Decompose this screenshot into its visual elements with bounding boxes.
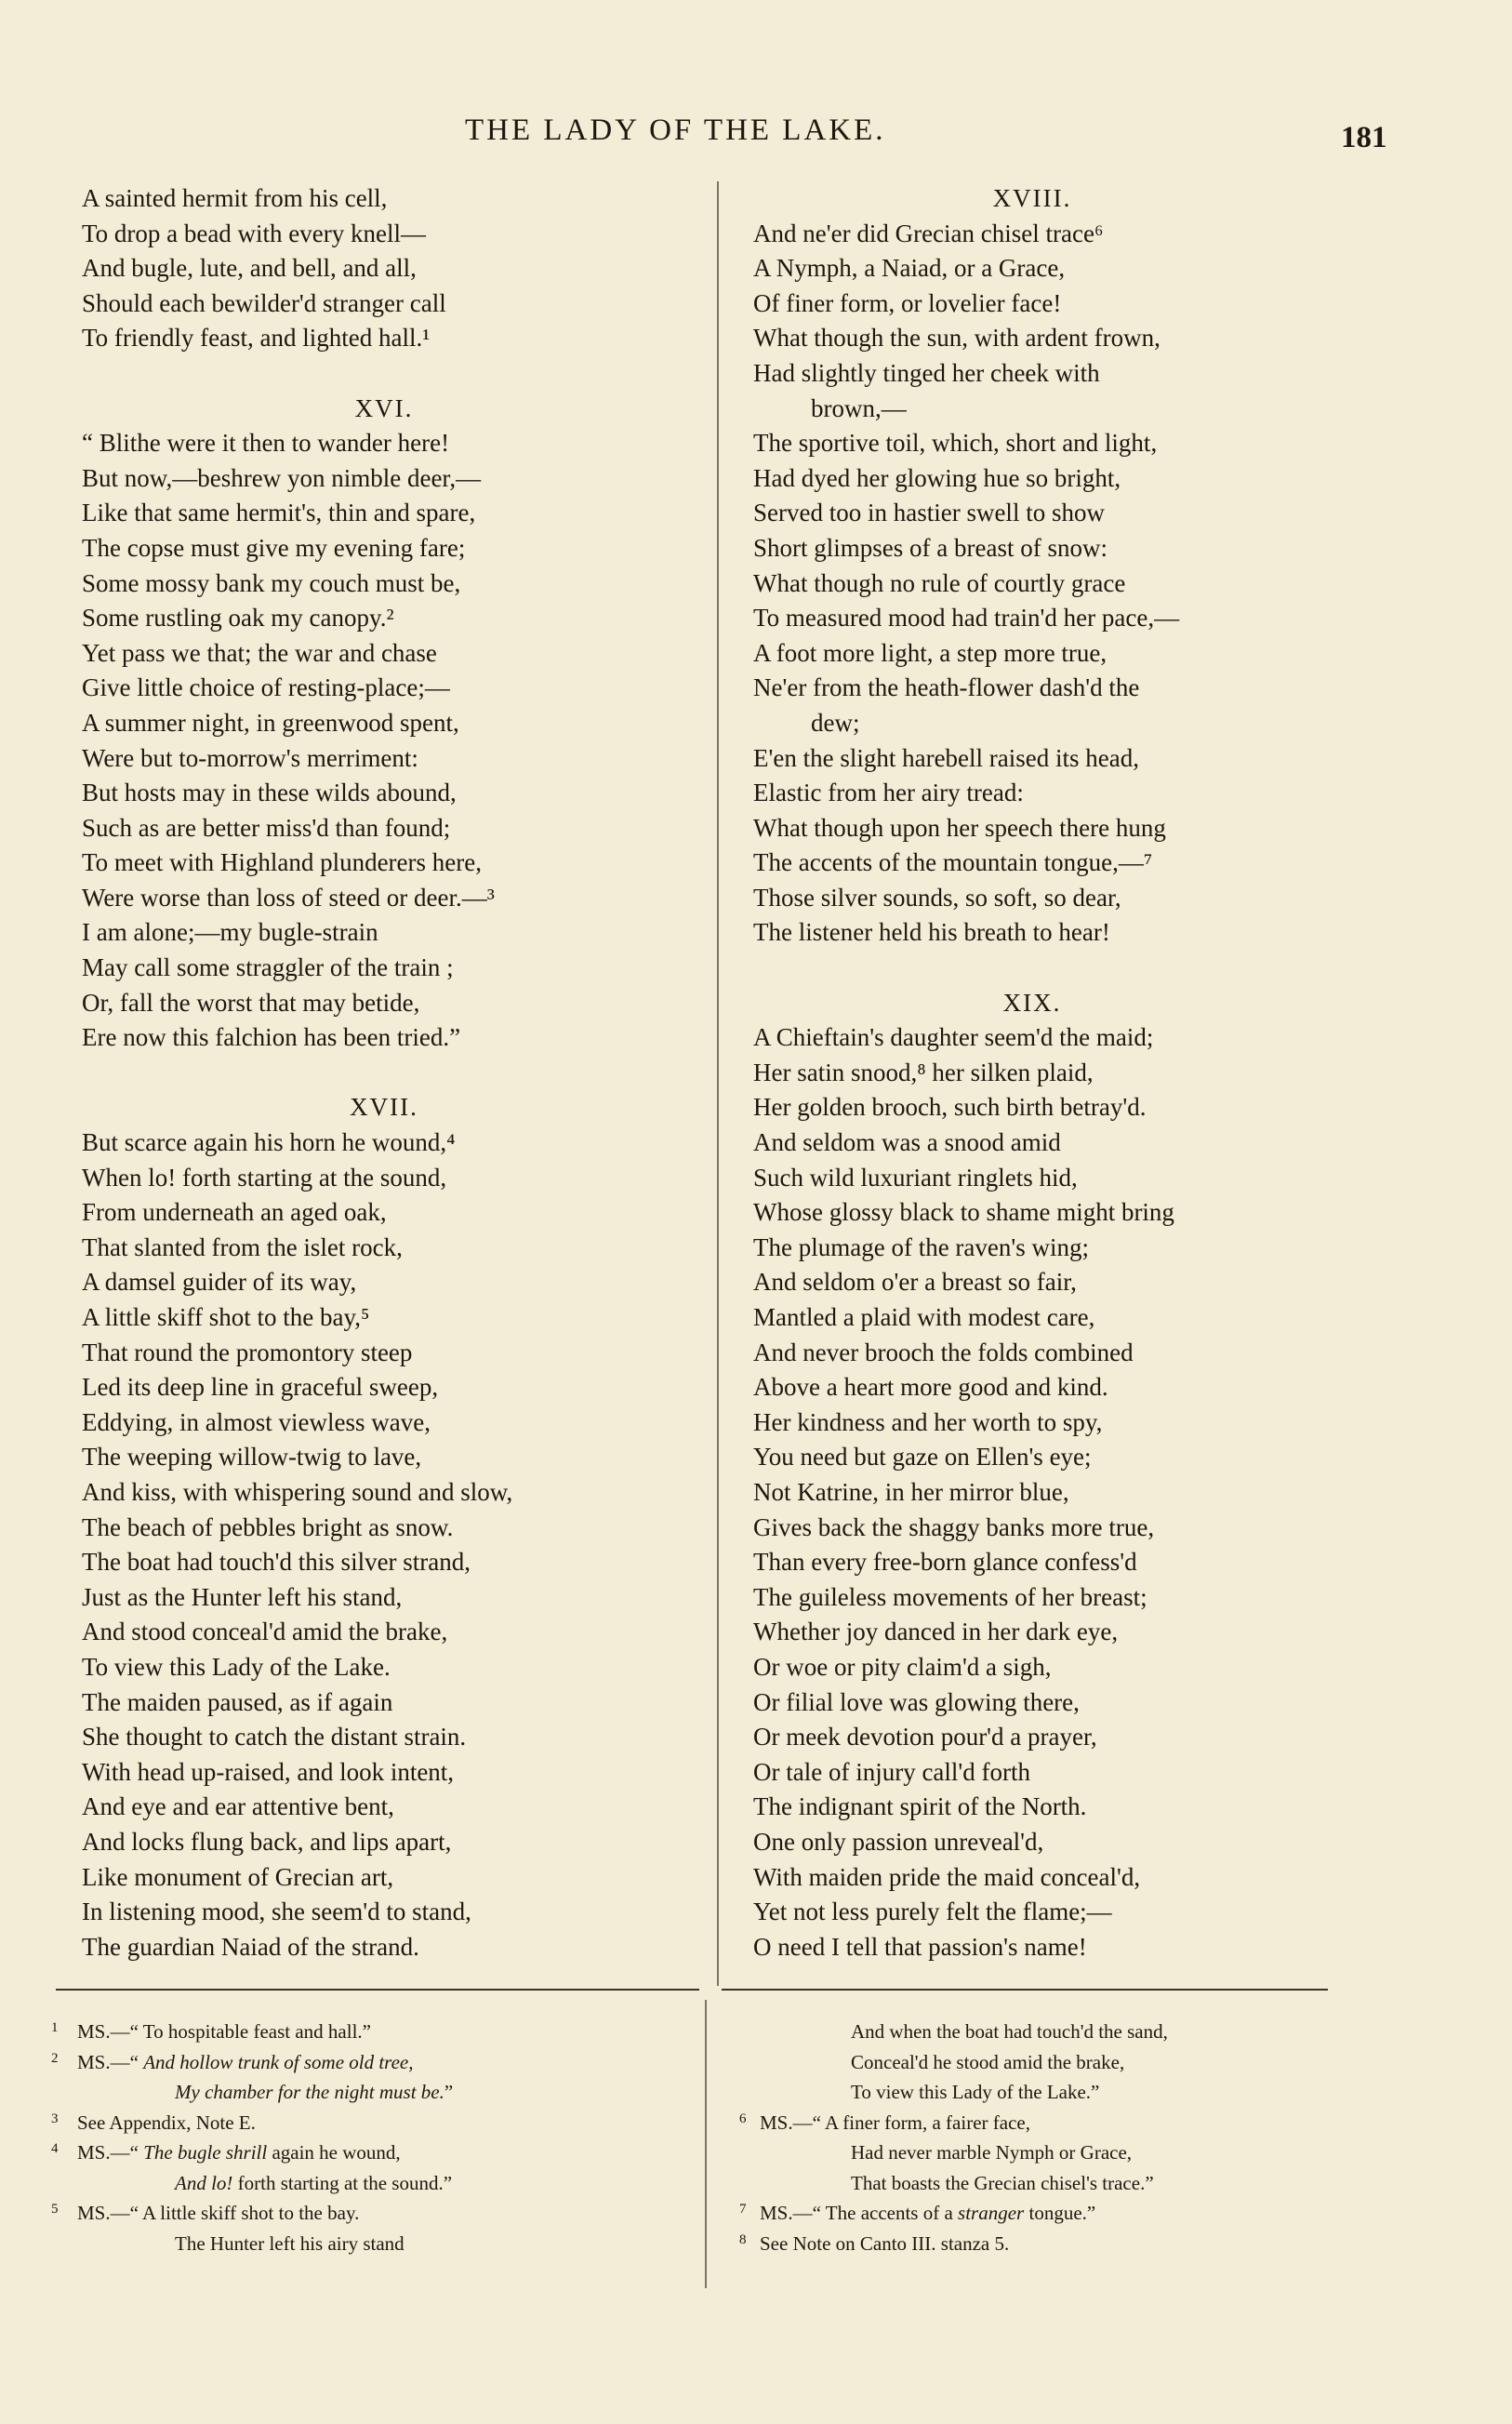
verse-line: The boat had touch'd this silver strand,: [82, 1548, 471, 1577]
verse-line: But now,—beshrew yon nimble deer,—: [82, 463, 482, 492]
footnotes-right: [739, 2017, 1334, 2258]
stanza-heading: XVI.: [354, 393, 414, 422]
footnote-line: [51, 2047, 693, 2078]
verse-line: Her satin snood,⁸ her silken plaid,: [753, 1058, 1094, 1086]
footnote-line: [51, 2108, 693, 2138]
right-column: [753, 181, 1311, 1965]
footnote-italic-text: And lo!: [175, 2171, 233, 2194]
verse-line: And bugle, lute, and bell, and all,: [82, 254, 417, 283]
footnote-text: And when the boat had touch'd the sand,: [851, 2020, 1168, 2043]
stanza-heading: XIX.: [1002, 988, 1062, 1017]
verse-line: The beach of pebbles bright as snow.: [82, 1512, 454, 1541]
footnote-marker: 7: [739, 2202, 747, 2217]
verse-line: Than every free-born glance confess'd: [753, 1548, 1137, 1577]
verse-line: A damsel guider of its way,: [82, 1268, 357, 1297]
footnote-text: forth starting at the sound.”: [232, 2171, 453, 2194]
footnote-line: [51, 2017, 693, 2047]
footnote-line: [51, 2138, 693, 2168]
stanza-gap: [753, 951, 1311, 986]
verse-line: The sportive toil, which, short and light,: [753, 429, 1158, 458]
footnote-italic-text: stranger: [958, 2202, 1025, 2224]
footnote-line: [739, 2047, 1334, 2078]
verse-line: With head up-raised, and look intent,: [82, 1757, 455, 1786]
verse-line: dew;: [811, 708, 860, 737]
verse-line: You need but gaze on Ellen's eye;: [753, 1443, 1092, 1472]
verse-line: Like monument of Grecian art,: [82, 1862, 394, 1891]
verse-line: A sainted hermit from his cell,: [82, 184, 388, 212]
verse-line: Led its deep line in graceful sweep,: [82, 1373, 439, 1402]
footnote-text: MS.—“ The accents of a: [760, 2202, 959, 2224]
verse-line: And stood conceal'd amid the brake,: [82, 1618, 448, 1646]
verse-line: But scarce again his horn he wound,⁴: [82, 1128, 456, 1157]
verse-line: Those silver sounds, so soft, so dear,: [753, 883, 1121, 912]
footnote-italic-text: The bugle shrill: [143, 2141, 268, 2164]
verse-line: What though no rule of courtly grace: [753, 568, 1126, 597]
verse-line: A little skiff shot to the bay,⁵: [82, 1303, 370, 1331]
verse-line: In listening mood, she seem'd to stand,: [82, 1898, 471, 1926]
footnote-line: [739, 2108, 1334, 2138]
verse-line: And seldom o'er a breast so fair,: [753, 1268, 1077, 1297]
verse-line: A foot more light, a step more true,: [753, 638, 1107, 667]
footnote-line: [739, 2168, 1334, 2199]
verse-line: E'en the slight harebell raised its head,: [753, 743, 1139, 772]
verse-line: And locks flung back, and lips apart,: [82, 1827, 452, 1856]
footnote-line: [739, 2017, 1334, 2047]
footnotes-left: [51, 2017, 693, 2258]
verse-line: Or meek devotion pour'd a prayer,: [753, 1723, 1097, 1751]
verse-line: But hosts may in these wilds abound,: [82, 779, 457, 807]
verse-line: From underneath an aged oak,: [82, 1198, 387, 1227]
verse-line: Were worse than loss of steed or deer.—³: [82, 883, 495, 912]
footnote-text: See Appendix, Note E.: [77, 2111, 256, 2134]
verse-line: And never brooch the folds combined: [753, 1338, 1134, 1366]
verse-line: To meet with Highland plunderers here,: [82, 848, 482, 877]
verse-line: Had dyed her glowing hue so bright,: [753, 463, 1121, 492]
verse-line: The indignant spirit of the North.: [753, 1792, 1087, 1821]
page-number: 181: [1341, 121, 1387, 154]
running-title: THE LADY OF THE LAKE.: [465, 113, 886, 147]
verse-line: That slanted from the islet rock,: [82, 1232, 403, 1261]
footnote-line: [51, 2077, 693, 2108]
verse-line: May call some straggler of the train ;: [82, 953, 454, 982]
verse-line: To measured mood had train'd her pace,—: [753, 604, 1180, 633]
verse-line: Ere now this falchion has been tried.”: [82, 1023, 461, 1052]
verse-line: One only passion unreveal'd,: [753, 1827, 1044, 1856]
verse-line: The maiden paused, as if again: [82, 1687, 393, 1716]
verse-line: What though upon her speech there hung: [753, 813, 1166, 842]
verse-line: Or tale of injury call'd forth: [753, 1757, 1031, 1786]
footnote-text: MS.—“: [77, 2050, 144, 2073]
verse-line: Whose glossy black to shame might bring: [753, 1198, 1174, 1227]
verse-line: Above a heart more good and kind.: [753, 1373, 1108, 1402]
verse-line: Of finer form, or lovelier face!: [753, 288, 1062, 317]
footnote-line: [51, 2168, 693, 2199]
verse-line: And kiss, with whispering sound and slow,: [82, 1477, 513, 1506]
footnote-text: MS.—“ To hospitable feast and hall.”: [77, 2020, 371, 2043]
verse-line: Some mossy bank my couch must be,: [82, 568, 461, 597]
verse-line: Or filial love was glowing there,: [753, 1687, 1080, 1716]
verse-line: And ne'er did Grecian chisel trace⁶: [753, 219, 1104, 247]
verse-line: Such wild luxuriant ringlets hid,: [753, 1163, 1078, 1192]
verse-line: The weeping willow-twig to lave,: [82, 1443, 422, 1472]
verse-line: The copse must give my evening fare;: [82, 533, 466, 562]
footnote-marker: 5: [51, 2202, 59, 2217]
verse-line: When lo! forth starting at the sound,: [82, 1163, 447, 1192]
verse-line: “ Blithe were it then to wander here!: [82, 429, 450, 458]
footnote-line: [739, 2229, 1334, 2259]
verse-line: Gives back the shaggy banks more true,: [753, 1512, 1155, 1541]
footnote-text: again he wound,: [267, 2141, 401, 2164]
footnote-italic-text: And hollow trunk of some old tree,: [143, 2050, 414, 2073]
footnote-marker: 2: [51, 2050, 59, 2066]
footnote-rule-right: [722, 1989, 1328, 1991]
verse-line: Like that same hermit's, thin and spare,: [82, 499, 476, 527]
stanza-heading: XVIII.: [992, 184, 1072, 212]
verse-line: Such as are better miss'd than found;: [82, 813, 451, 842]
verse-line: A Nymph, a Naiad, or a Grace,: [753, 254, 1066, 283]
footnote-text: That boasts the Grecian chisel's trace.”: [851, 2171, 1154, 2194]
stanza-gap: [82, 356, 686, 392]
verse-line: Served too in hastier swell to show: [753, 499, 1105, 527]
footnote-text: MS.—“ A finer form, a fairer face,: [760, 2111, 1030, 2134]
column-divider: [717, 181, 719, 1986]
verse-line: Elastic from her airy tread:: [753, 779, 1024, 807]
footnote-line: [739, 2138, 1334, 2168]
verse-line: She thought to catch the distant strain.: [82, 1723, 467, 1751]
verse-line: Short glimpses of a breast of snow:: [753, 533, 1107, 562]
footnote-text: MS.—“ A little skiff shot to the bay.: [77, 2202, 360, 2224]
footnote-rule-left: [56, 1989, 699, 1991]
verse-line: Give little choice of resting-place;—: [82, 673, 450, 702]
verse-line: Some rustling oak my canopy.²: [82, 604, 394, 633]
verse-line: The listener held his breath to hear!: [753, 918, 1110, 947]
verse-line: The guardian Naiad of the strand.: [82, 1932, 419, 1961]
verse-line: A Chieftain's daughter seem'd the maid;: [753, 1023, 1154, 1052]
footnote-line: [51, 2229, 693, 2259]
footnote-line: [739, 2198, 1334, 2229]
verse-line: Were but to-morrow's merriment:: [82, 743, 418, 772]
verse-line: O need I tell that passion's name!: [753, 1932, 1087, 1961]
verse-line: Her kindness and her worth to spy,: [753, 1407, 1103, 1436]
verse-line: brown,—: [811, 393, 907, 422]
footnote-text: Had never marble Nymph or Grace,: [851, 2141, 1133, 2164]
verse-line: And eye and ear attentive bent,: [82, 1792, 394, 1821]
verse-line: Eddying, in almost viewless wave,: [82, 1407, 431, 1436]
verse-line: Her golden brooch, such birth betray'd.: [753, 1093, 1147, 1122]
footnote-text: Conceal'd he stood amid the brake,: [851, 2050, 1125, 2073]
footnote-text: The Hunter left his airy stand: [175, 2231, 405, 2255]
verse-line: That round the promontory steep: [82, 1338, 413, 1366]
verse-line: With maiden pride the maid conceal'd,: [753, 1862, 1141, 1891]
footnote-text: ”: [444, 2081, 454, 2103]
footnote-marker: 1: [51, 2020, 59, 2035]
verse-line: Mantled a plaid with modest care,: [753, 1303, 1095, 1331]
stanza-heading: XVII.: [350, 1093, 418, 1122]
left-column: [82, 181, 686, 1965]
verse-line: I am alone;—my bugle-strain: [82, 918, 378, 947]
verse-line: What though the sun, with ardent frown,: [753, 324, 1161, 353]
footnote-marker: 4: [51, 2141, 59, 2156]
verse-line: Or woe or pity claim'd a sigh,: [753, 1652, 1052, 1681]
footnote-text: MS.—“: [77, 2141, 144, 2164]
verse-line: A summer night, in greenwood spent,: [82, 708, 459, 737]
footnote-marker: 8: [739, 2231, 747, 2247]
footnote-text: To view this Lady of the Lake.”: [851, 2081, 1100, 2103]
verse-line: Yet pass we that; the war and chase: [82, 638, 437, 667]
verse-line: To friendly feast, and lighted hall.¹: [82, 324, 431, 353]
footnote-line: [739, 2077, 1334, 2108]
verse-line: Whether joy danced in her dark eye,: [753, 1618, 1119, 1646]
verse-line: And seldom was a snood amid: [753, 1128, 1061, 1157]
footnote-italic-text: My chamber for the night must be.: [175, 2081, 444, 2103]
verse-line: The accents of the mountain tongue,—⁷: [753, 848, 1153, 877]
footnote-column-divider: [705, 2000, 707, 2288]
verse-line: Or, fall the worst that may betide,: [82, 988, 420, 1017]
footnote-text: tongue.”: [1024, 2202, 1096, 2224]
footnote-marker: 6: [739, 2111, 747, 2126]
verse-line: Should each bewilder'd stranger call: [82, 288, 446, 317]
footnote-text: See Note on Canto III. stanza 5.: [760, 2231, 1010, 2255]
verse-line: Yet not less purely felt the flame;—: [753, 1898, 1112, 1926]
footnote-marker: 3: [51, 2111, 59, 2126]
verse-line: The guileless movements of her breast;: [753, 1582, 1147, 1611]
verse-line: To view this Lady of the Lake.: [82, 1652, 391, 1681]
stanza-gap: [82, 1056, 686, 1091]
verse-line: Had slightly tinged her cheek with: [753, 358, 1100, 387]
verse-line: Just as the Hunter left his stand,: [82, 1582, 403, 1611]
verse-line: Not Katrine, in her mirror blue,: [753, 1477, 1069, 1506]
verse-line: To drop a bead with every knell—: [82, 219, 426, 247]
verse-line: Ne'er from the heath-flower dash'd the: [753, 673, 1140, 702]
footnote-line: [51, 2198, 693, 2229]
verse-line: The plumage of the raven's wing;: [753, 1232, 1090, 1261]
